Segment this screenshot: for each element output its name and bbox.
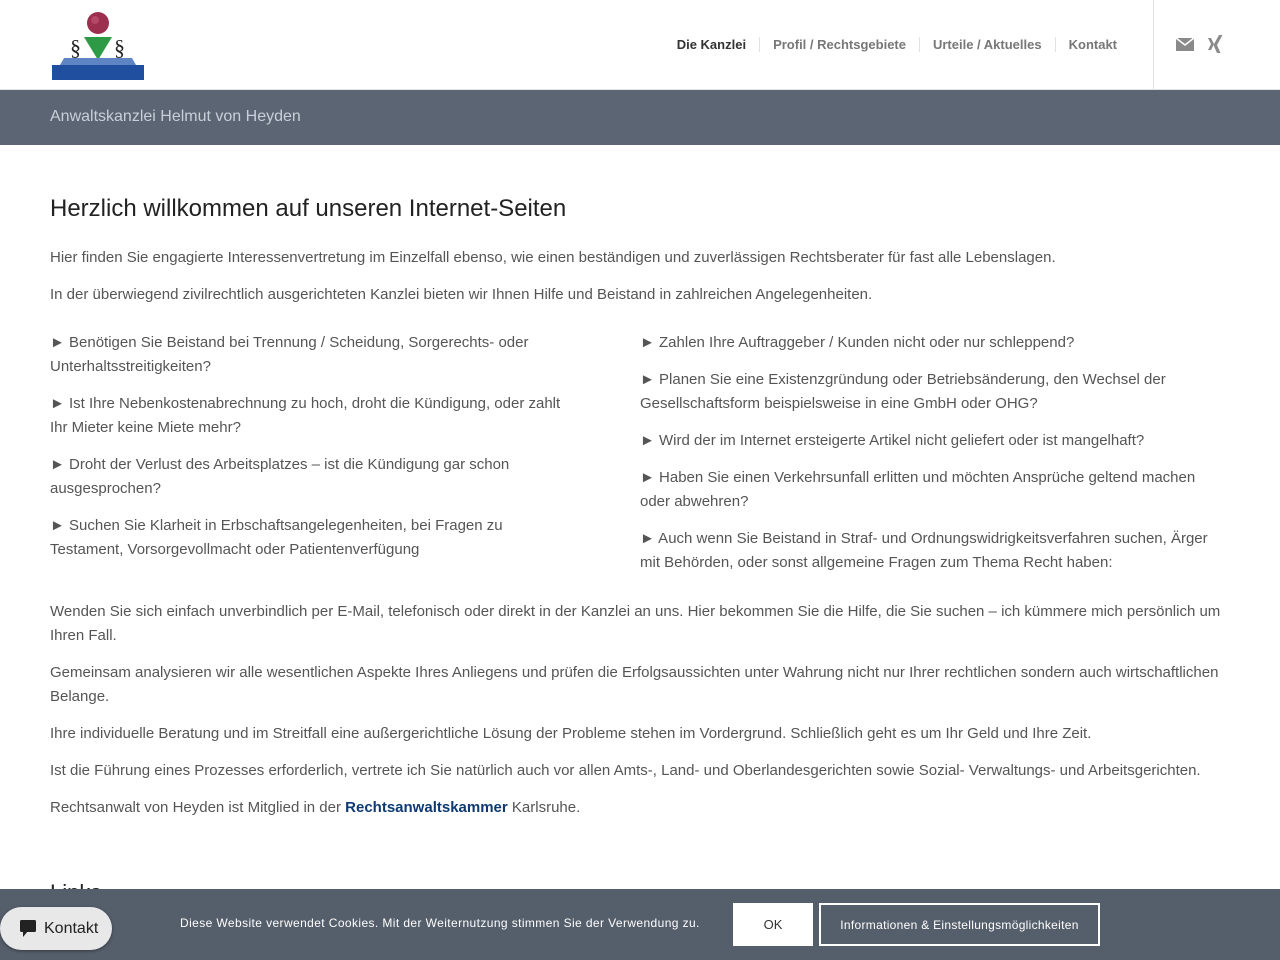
rechtsanwaltskammer-link[interactable]: Rechtsanwaltskammer xyxy=(345,799,508,816)
intro-text xyxy=(50,246,1230,307)
header-divider xyxy=(1153,0,1154,89)
nav-profil-rechtsgebiete[interactable]: Profil / Rechtsgebiete xyxy=(759,37,919,52)
svg-text:§: § xyxy=(114,35,125,60)
question-item: ► Planen Sie eine Existenzgründung oder Betriebsänderung, den Wechsel der Gesellschaftsform beispielsweise in eine GmbH oder OHG? xyxy=(640,371,1166,412)
site-header xyxy=(0,0,1280,90)
nav-urteile-aktuelles[interactable]: Urteile / Aktuelles xyxy=(919,37,1055,52)
question-column-left xyxy=(50,331,640,588)
question-item: ► Ist Ihre Nebenkostenabrechnung zu hoch, droht die Kündigung, oder zahlt Ihr Mieter keine Miete mehr? xyxy=(50,395,561,436)
page-title: Anwaltskanzlei Helmut von Heyden xyxy=(50,108,301,125)
mail-icon[interactable] xyxy=(1176,38,1194,51)
question-item: ► Zahlen Ihre Auftraggeber / Kunden nicht oder nur schleppend? xyxy=(640,334,1075,351)
contact-floating-button[interactable] xyxy=(0,907,112,950)
membership-suffix: Karlsruhe. xyxy=(507,799,581,816)
page-title-bar xyxy=(0,90,1280,145)
question-item: ► Benötigen Sie Beistand bei Trennung / Scheidung, Sorgerechts- oder Unterhaltsstreitigkeiten? xyxy=(50,334,529,375)
question-column-right xyxy=(640,331,1230,588)
intro-paragraph: Hier finden Sie engagierte Interessenvertretung im Einzelfall ebenso, wie einen beständigen und zuverlässigen Rechtsberater für fast alle Lebenslagen. xyxy=(50,249,1056,266)
question-columns xyxy=(50,331,1230,588)
cookie-banner xyxy=(0,889,1280,960)
xing-icon[interactable] xyxy=(1206,34,1224,54)
outro-paragraph: Ihre individuelle Beratung und im Streitfall eine außergerichtliche Lösung der Probleme stehen im Vordergrund. Schließlich geht es um Ihr Geld und Ihre Zeit. xyxy=(50,725,1092,742)
chat-icon xyxy=(20,920,36,938)
question-item: ► Suchen Sie Klarheit in Erbschaftsangelegenheiten, bei Fragen zu Testament, Vorsorgevollmacht oder Patientenverfügung xyxy=(50,517,503,558)
welcome-heading: Herzlich willkommen auf unseren Internet-Seiten xyxy=(50,195,567,222)
question-item: ► Wird der im Internet ersteigerte Artikel nicht geliefert oder ist mangelhaft? xyxy=(640,432,1145,449)
contact-button-label: Kontakt xyxy=(44,919,99,937)
membership-paragraph xyxy=(50,796,1230,820)
intro-paragraph: In der überwiegend zivilrechtlich ausgerichteten Kanzlei bieten wir Ihnen Hilfe und Beistand in zahlreichen Angelegenheiten. xyxy=(50,286,873,303)
question-item: ► Droht der Verlust des Arbeitsplatzes – ist die Kündigung gar schon ausgesprochen? xyxy=(50,456,510,497)
cookie-notice-text: Diese Website verwendet Cookies. Mit der Weiternutzung stimmen Sie der Verwendung zu. xyxy=(180,916,700,930)
outro-paragraph: Ist die Führung eines Prozesses erforderlich, vertrete ich Sie natürlich auch vor allen Amts-, Land- und Oberlandesgerichten sowie Sozial- Verwaltungs- und Arbeitsgerichten. xyxy=(50,762,1201,779)
question-item: ► Auch wenn Sie Beistand in Straf- und Ordnungswidrigkeitsverfahren suchen, Ärger mit Behörden, oder sonst allgemeine Fragen zum Thema Recht haben: xyxy=(640,530,1208,571)
nav-die-kanzlei[interactable]: Die Kanzlei xyxy=(676,37,747,52)
outro-paragraph: Wenden Sie sich einfach unverbindlich per E-Mail, telefonisch oder direkt in der Kanzlei an uns. Hier bekommen Sie die Hilfe, die Sie suchen – ich kümmere mich persönlich um Ihren Fall. xyxy=(50,603,1221,644)
kanzlei-logo[interactable] xyxy=(50,10,146,82)
svg-text:§: § xyxy=(70,35,81,60)
outro-text xyxy=(50,600,1230,820)
main-nav xyxy=(664,0,1130,89)
main-content xyxy=(50,194,1230,833)
cookie-info-button[interactable]: Informationen & Einstellungsmöglichkeiten xyxy=(819,903,1100,946)
cookie-ok-button[interactable]: OK xyxy=(733,903,813,946)
membership-prefix: Rechtsanwalt von Heyden ist Mitglied in der xyxy=(50,799,346,816)
question-item: ► Haben Sie einen Verkehrsunfall erlitten und möchten Ansprüche geltend machen oder abwehren? xyxy=(640,469,1196,510)
outro-paragraph: Gemeinsam analysieren wir alle wesentlichen Aspekte Ihres Anliegens und prüfen die Erfolgsaussichten unter Wahrung nicht nur Ihrer rechtlichen sondern auch wirtschaftlichen Belange. xyxy=(50,664,1219,705)
nav-kontakt[interactable]: Kontakt xyxy=(1055,37,1130,52)
